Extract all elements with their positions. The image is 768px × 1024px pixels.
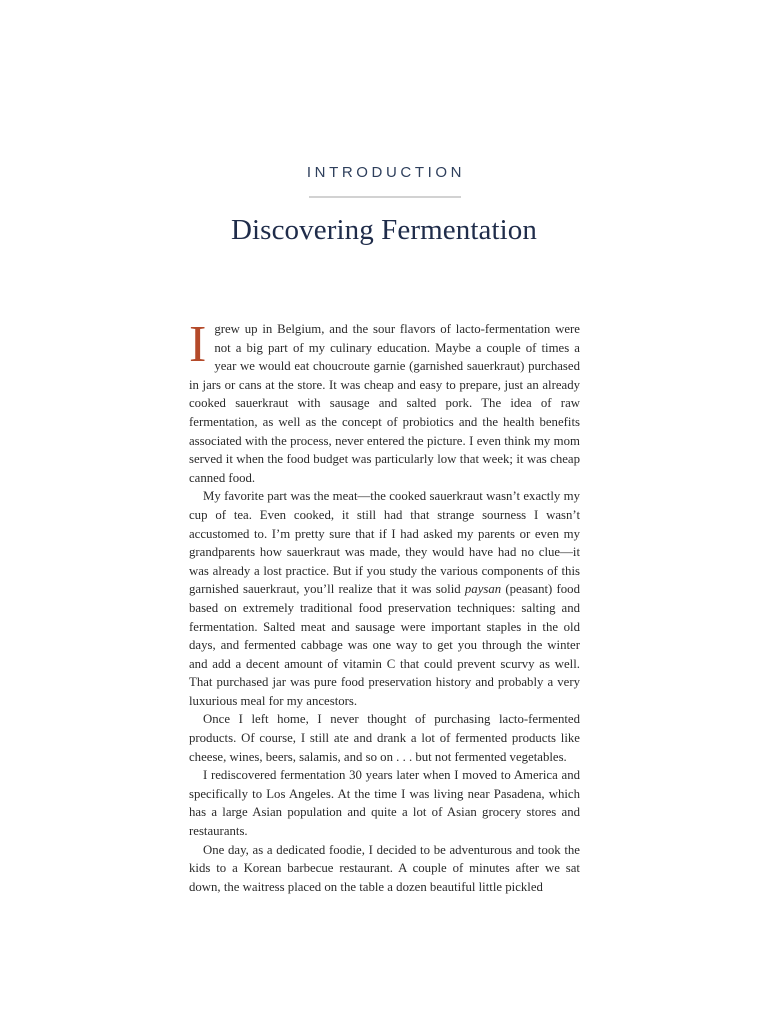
paragraph-1-text: grew up in Belgium, and the sour flavors of lacto-fermentation were not a big part of my culinary education. Maybe a couple of times a year we would eat choucroute garnie (garnished sauerkraut) purchased in jars or cans at the store. It was cheap and easy to prepare, just an already cooked sauerkraut with sausage and salted pork. The idea of raw fermentation, as well as the concept of probiotics and the health benefits associated with the process, never entered the picture. I even think my mom served it when the food budget was particularly low that week; it was cheap canned food. — [189, 322, 580, 485]
paragraph-4: I rediscovered fermentation 30 years later when I moved to America and specifically to Los Angeles. At the time I was living near Pasadena, which has a large Asian population and quite a lot of Asian grocery stores and restaurants. — [189, 768, 580, 839]
paragraph-1 — [189, 316, 580, 487]
paragraph-2 — [189, 487, 580, 710]
paragraph-5: One day, as a dedicated foodie, I decided to be adventurous and took the kids to a Korean barbecue restaurant. A couple of minutes after we sat down, the waitress placed on the table a dozen beautiful little pickled — [189, 842, 580, 894]
divider-rule — [309, 196, 461, 198]
section-label: INTRODUCTION — [306, 164, 466, 181]
body-text — [189, 316, 580, 896]
paragraph-3: Once I left home, I never thought of purchasing lacto-fermented products. Of course, I still ate and drank a lot of fermented products like cheese, wines, beers, salamis, and so on . . . but not fermented vegetables. — [189, 712, 580, 764]
chapter-title: Discovering Fermentation — [230, 214, 538, 246]
drop-cap: I — [189, 316, 207, 373]
paragraph-2-italic: paysan — [464, 582, 502, 597]
paragraph-2-text-a: My favorite part was the meat—the cooked sauerkraut wasn’t exactly my cup of tea. Even cooked, it still had that strange sourness I wasn’t accustomed to. I’m pretty sure that if I had asked my parents or even my grandparents how sauerkraut was made, they would have had no clue—it was already a lost practice. But if you study the various components of this garnished sauerkraut, you’ll realize that it was solid — [189, 489, 580, 597]
paragraph-2-text-b: (peasant) food based on extremely traditional food preservation techniques: salting and fermentation. Salted meat and sausage were important staples in the old days, and fermented cabbage was one way to get you through the winter and add a decent amount of vitamin C that could prevent scurvy as well. That purchased jar was pure food preservation history and probably a very luxurious meal for my ancestors. — [189, 582, 580, 708]
